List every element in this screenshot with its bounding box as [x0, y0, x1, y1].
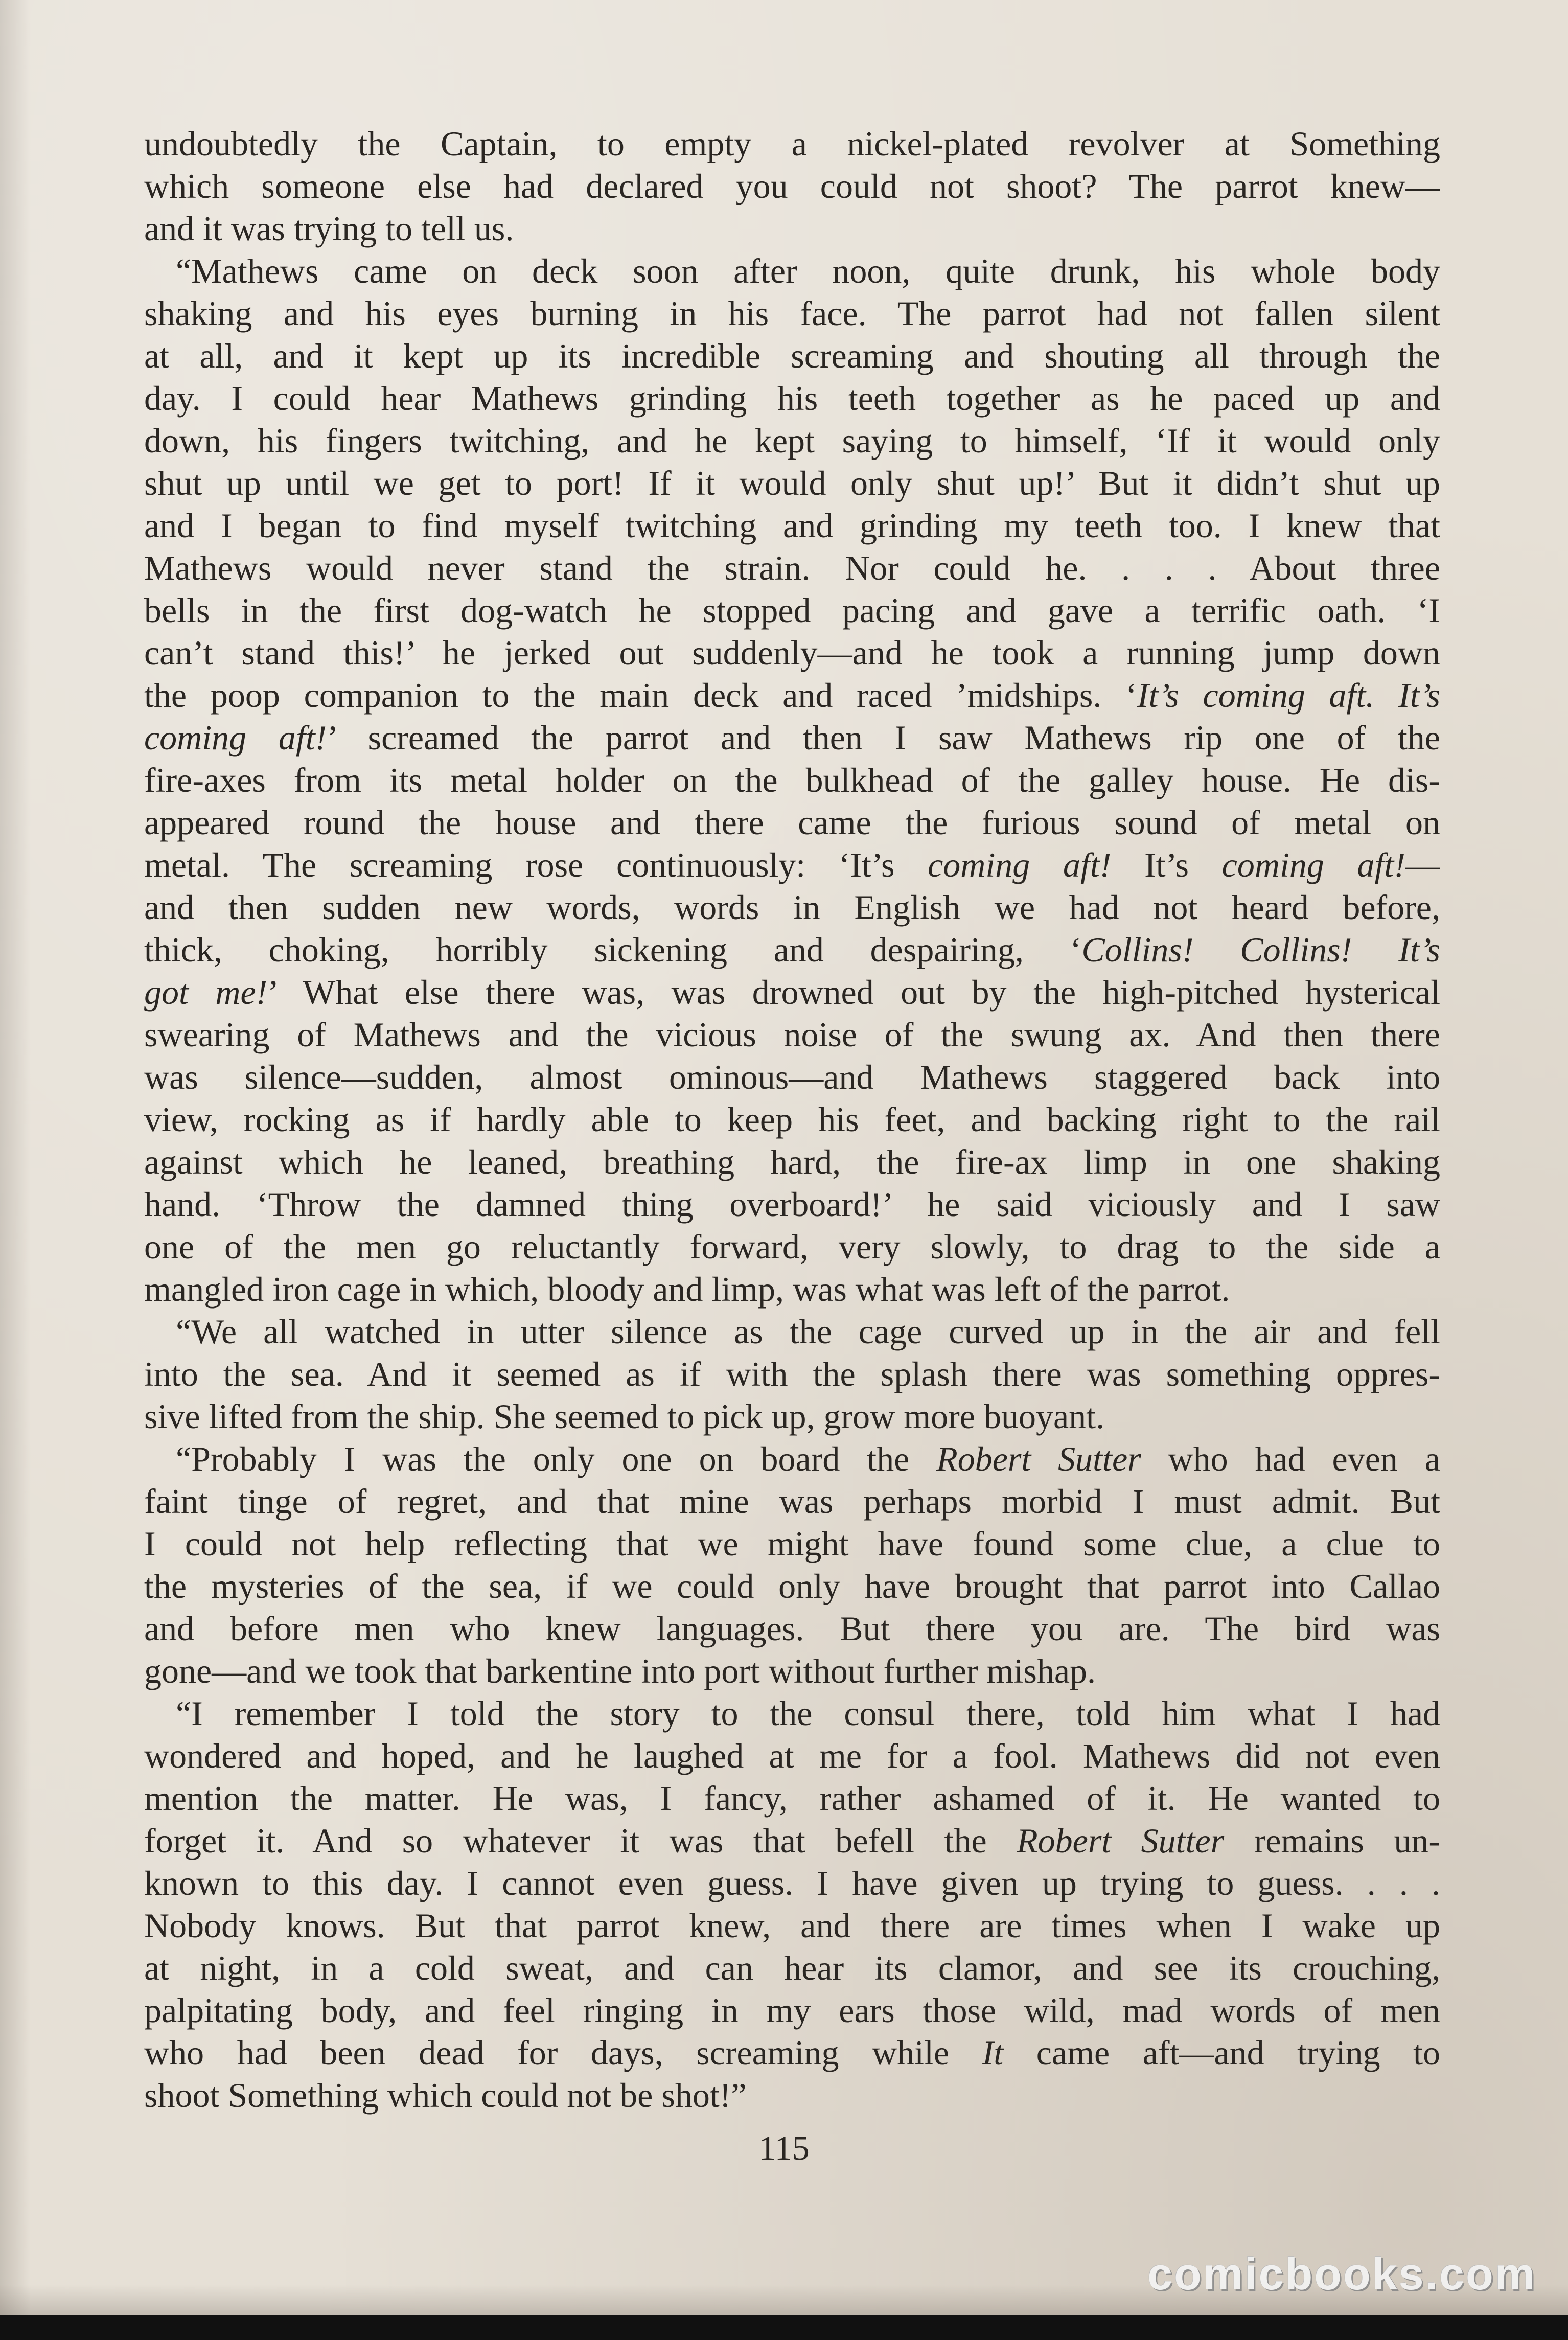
- text-line: mangled iron cage in which, bloody and limp, was what was left of the parrot.: [144, 1270, 1230, 1309]
- text-line: can’t stand this!’ he jerked out suddenly—and he took a running jump down: [144, 633, 1440, 672]
- text-line: I could not help reflecting that we might have found some clue, a clue to: [144, 1524, 1440, 1563]
- text-line: shaking and his eyes burning in his face. The parrot had not fallen silent: [144, 294, 1440, 333]
- text-line: at all, and it kept up its incredible screaming and shouting all through the: [144, 336, 1440, 375]
- text-line: “I remember I told the story to the consul there, told him what I had: [176, 1694, 1440, 1733]
- text-line: bells in the first dog-watch he stopped pacing and gave a terrific oath. ‘I: [144, 591, 1440, 630]
- text-line: fire-axes from its metal holder on the bulkhead of the galley house. He dis-: [144, 761, 1440, 799]
- text-line: coming aft!’ screamed the parrot and then I saw Mathews rip one of the: [144, 718, 1440, 757]
- text-line: at night, in a cold sweat, and can hear its clamor, and see its crouching,: [144, 1948, 1440, 1987]
- site-watermark: comicbooks.com: [1147, 2249, 1536, 2299]
- text-line: Mathews would never stand the strain. Nor could he. . . . About three: [144, 548, 1440, 587]
- text-line: wondered and hoped, and he laughed at me for a fool. Mathews did not even: [144, 1736, 1440, 1775]
- text-line: shut up until we get to port! If it would only shut up!’ But it didn’t shut up: [144, 464, 1440, 502]
- text-line: who had been dead for days, screaming while It came aft—and trying to: [144, 2033, 1440, 2072]
- text-line: and it was trying to tell us.: [144, 209, 514, 248]
- text-line: gone—and we took that barkentine into port without further mishap.: [144, 1651, 1096, 1690]
- text-line: which someone else had declared you could not shoot? The parrot knew—: [144, 167, 1440, 205]
- text-line: hand. ‘Throw the damned thing overboard!’ he said viciously and I saw: [144, 1185, 1440, 1224]
- text-line: faint tinge of regret, and that mine was perhaps morbid I must admit. But: [144, 1482, 1440, 1521]
- text-line: Nobody knows. But that parrot knew, and there are times when I wake up: [144, 1906, 1440, 1945]
- text-line: thick, choking, horribly sickening and despairing, ‘Collins! Collins! It’s: [144, 930, 1440, 969]
- text-line: palpitating body, and feel ringing in my ears those wild, mad words of men: [144, 1991, 1440, 2030]
- text-line: undoubtedly the Captain, to empty a nickel-plated revolver at Something: [144, 124, 1440, 163]
- text-line: swearing of Mathews and the vicious noise of the swung ax. And then there: [144, 1015, 1440, 1054]
- text-line: day. I could hear Mathews grinding his teeth together as he paced up and: [144, 379, 1440, 418]
- text-line: “Probably I was the only one on board the Robert Sutter who had even a: [176, 1439, 1440, 1478]
- text-line: down, his fingers twitching, and he kept saying to himself, ‘If it would only: [144, 421, 1440, 460]
- page-number: 115: [758, 2128, 810, 2167]
- text-line: the poop companion to the main deck and raced ’midships. ‘It’s coming aft. It’s: [144, 676, 1440, 715]
- text-line: got me!’ What else there was, was drowned out by the high-pitched hysterical: [144, 973, 1440, 1012]
- text-line: “We all watched in utter silence as the cage curved up in the air and fell: [176, 1312, 1440, 1351]
- scan-border: [0, 2315, 1568, 2340]
- text-line: and I began to find myself twitching and grinding my teeth too. I knew that: [144, 506, 1440, 545]
- text-line: known to this day. I cannot even guess. I have given up trying to guess. . . .: [144, 1864, 1440, 1902]
- text-line: appeared round the house and there came the furious sound of metal on: [144, 803, 1440, 842]
- text-line: and then sudden new words, words in English we had not heard before,: [144, 888, 1440, 927]
- text-line: was silence—sudden, almost ominous—and Mathews staggered back into: [144, 1058, 1440, 1096]
- text-line: the mysteries of the sea, if we could only have brought that parrot into Callao: [144, 1567, 1440, 1605]
- text-line: into the sea. And it seemed as if with the splash there was something oppres-: [144, 1355, 1440, 1393]
- text-line: sive lifted from the ship. She seemed to pick up, grow more buoyant.: [144, 1397, 1105, 1436]
- text-line: “Mathews came on deck soon after noon, quite drunk, his whole body: [176, 251, 1440, 290]
- text-line: one of the men go reluctantly forward, very slowly, to drag to the side a: [144, 1227, 1440, 1266]
- text-line: mention the matter. He was, I fancy, rather ashamed of it. He wanted to: [144, 1779, 1440, 1818]
- text-line: metal. The screaming rose continuously: ‘It’s coming aft! It’s coming aft!—: [144, 845, 1440, 884]
- body-text: [144, 123, 1440, 2117]
- text-line: view, rocking as if hardly able to keep his feet, and backing right to the rail: [144, 1100, 1440, 1139]
- text-line: forget it. And so whatever it was that befell the Robert Sutter remains un-: [144, 1821, 1440, 1860]
- text-line: shoot Something which could not be shot!”: [144, 2076, 747, 2115]
- text-line: and before men who knew languages. But there you are. The bird was: [144, 1609, 1440, 1648]
- text-line: against which he leaned, breathing hard, the fire-ax limp in one shaking: [144, 1142, 1440, 1181]
